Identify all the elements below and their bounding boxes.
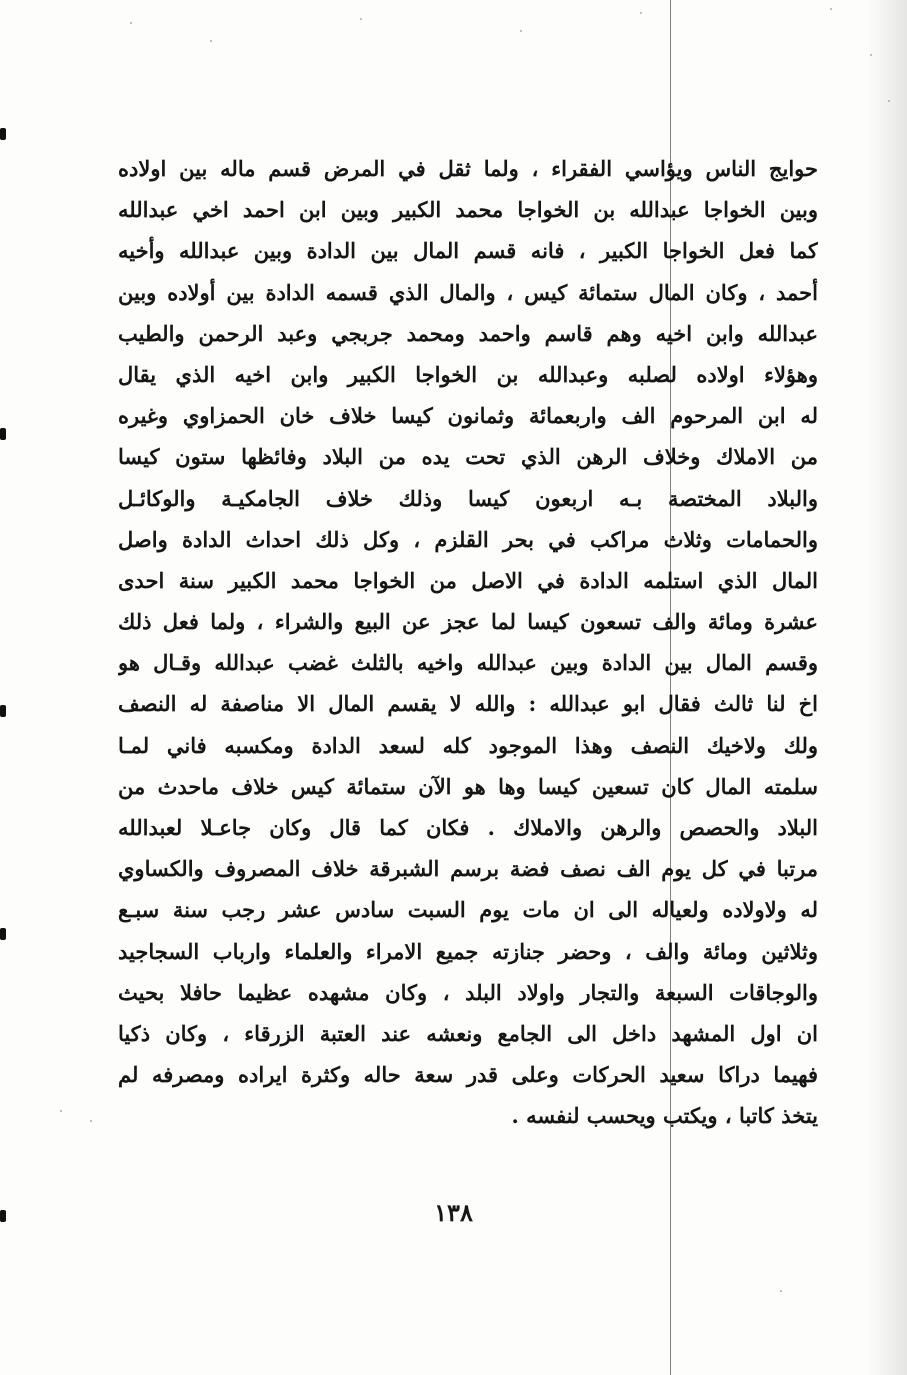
scan-noise <box>360 18 362 20</box>
text-line: ولك ولاخيك النصف وهذا الموجود كله لسعد الدادة ومكسبه فاني لمـا <box>118 732 818 758</box>
text-line: اخ لنا ثالث فقال ابو عبدالله : والله لا يقسم المال الا مناصفة له النصف <box>118 691 818 717</box>
scan-noise <box>640 12 642 14</box>
margin-speck <box>0 928 6 940</box>
text-line: وثلاثين ومائة والف ، وحضر جنازته جميع الامراء والعلماء وارباب السجاجيد <box>118 938 818 964</box>
text-line: عبدالله وابن اخيه وهم قاسم واحمد ومحمد جربجي وعبد الرحمن والطيب <box>118 320 818 346</box>
text-line: والوجاقات السبعة والتجار واولاد البلد ، وكان مشهده عظيما حافلا بحيث <box>118 979 818 1005</box>
text-line: البلاد والحصص والرهن والاملاك . فكان كما قال وكان جاعـلا لعبدالله <box>118 815 818 840</box>
scan-noise <box>90 1120 92 1122</box>
scan-noise <box>830 8 832 10</box>
margin-speck <box>0 128 6 140</box>
text-line: ان اول المشهد داخل الى الجامع ونعشه عند العتبة الزرقاء ، وكان ذكيا <box>118 1020 818 1046</box>
page-edge-shadow <box>867 0 907 1375</box>
text-line: من الاملاك وخلاف الرهن الذي تحت يده من البلاد وفائظها ستون كيسا <box>118 444 818 470</box>
text-line: كما فعل الخواجا الكبير ، فانه قسم المال بين الدادة وبين عبدالله وأخيه <box>118 238 818 264</box>
text-line: وهؤلاء اولاده لصلبه وعبدالله بن الخواجا الكبير وابن اخيه الذي يقال <box>118 361 818 387</box>
text-line: وبين الخواجا عبدالله بن الخواجا محمد الكبير وبين ابن احمد اخي عبدالله <box>118 197 818 223</box>
text-line: فهيما دراكا سعيد الحركات وعلى قدر سعة حاله وكثرة ايراده ومصرفه لم <box>118 1062 818 1088</box>
text-line: له ابن المرحوم الف واربعمائة وثمانون كيسا خلاف خان الحمزاوي وغيره <box>118 403 818 429</box>
text-line: وقسم المال بين الدادة وبين عبدالله واخيه بالثلث غضب عبدالله وقـال هو <box>118 650 818 676</box>
text-line: مرتبا في كل يوم الف نصف فضة برسم الشبرقة خلاف المصروف والكساوي <box>118 856 818 882</box>
text-line: والحمامات وثلاث مراكب في بحر القلزم ، وكل ذلك احداث الدادة واصل <box>118 526 818 552</box>
text-line: المال الذي استلمه الدادة في الاصل من الخواجا محمد الكبير سنة احدى <box>118 567 818 593</box>
scan-noise <box>870 54 872 56</box>
text-line: حوايج الناس ويؤاسي الفقراء ، ولما ثقل في المرض قسم ماله بين اولاده <box>118 156 818 181</box>
scan-noise <box>888 100 890 102</box>
text-line: يتخذ كاتبا ، ويكتب ويحسب لنفسه . <box>511 1103 818 1129</box>
page-number: ١٣٨ <box>434 1198 473 1227</box>
scan-noise <box>210 40 212 42</box>
body-text <box>118 148 818 1137</box>
margin-speck <box>0 705 6 717</box>
text-line: أحمد ، وكان المال ستمائة كيس ، والمال الذي قسمه الدادة بين أولاده وبين <box>118 279 818 305</box>
scan-noise <box>780 1290 782 1292</box>
scan-noise <box>60 1110 62 1112</box>
scan-noise <box>520 30 522 32</box>
text-line: والبلاد المختصة بـه اربعون كيسا وذلك خلاف الجامكيـة والوكائـل <box>118 485 818 511</box>
margin-speck <box>0 428 6 440</box>
text-line: عشرة ومائة والف تسعون كيسا لما عجز عن البيع والشراء ، ولما فعل ذلك <box>118 609 818 635</box>
scan-noise <box>130 22 132 24</box>
text-line: له ولاولاده ولعياله الى ان مات يوم السبت سادس عشر رجب سنة سبـع <box>118 897 818 923</box>
text-line: سلمته المال كان تسعين كيسا وها هو الآن ستمائة كيس خلاف ماحدث من <box>118 773 818 799</box>
